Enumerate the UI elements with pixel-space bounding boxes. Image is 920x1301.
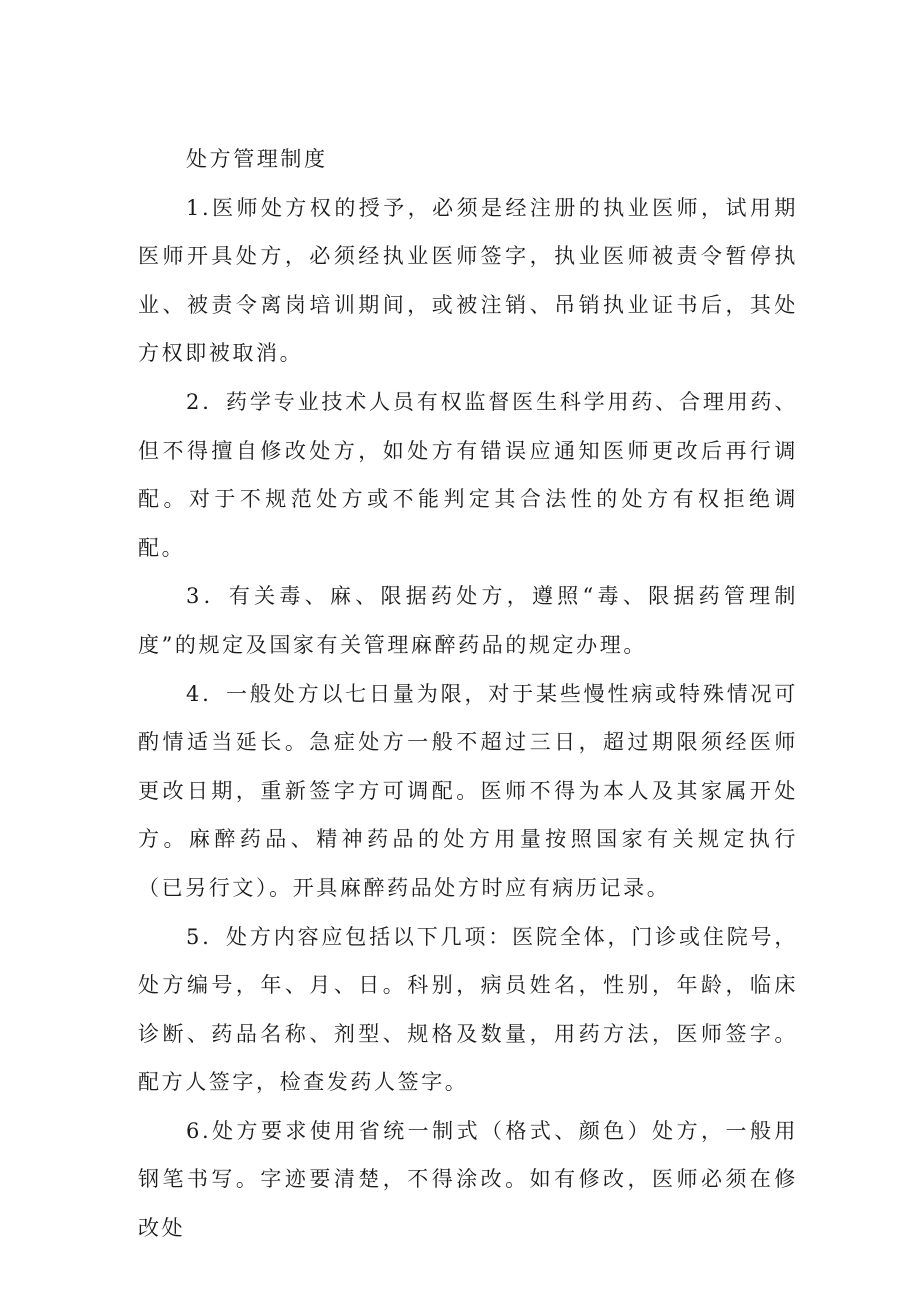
paragraph-5: 5．处方内容应包括以下几项：医院全体，门诊或住院号，处方编号，年、月、日。科别，病员姓名，性别，年龄，临床诊断、药品名称、剂型、规格及数量，用药方法，医师签字。配方人签字，检查发药人签字。 xyxy=(138,924,798,1095)
document-title: 处方管理制度 xyxy=(186,147,328,171)
paragraph-4: 4．一般处方以七日量为限，对于某些慢性病或特殊情况可酌情适当延长。急症处方一般不超过三日，超过期限须经医师更改日期，重新签字方可调配。医师不得为本人及其家属开处方。麻醉药品、精神药品的处方用量按照国家有关规定执行（已另行文）。开具麻醉药品处方时应有病历记录。 xyxy=(138,681,798,900)
paragraph-3: 3．有关毒、麻、限据药处方，遵照“毒、限据药管理制度”的规定及国家有关管理麻醉药品的规定办理。 xyxy=(138,584,798,657)
paragraph-2: 2．药学专业技术人员有权监督医生科学用药、合理用药、但不得擅自修改处方，如处方有错误应通知医师更改后再行调配。对于不规范处方或不能判定其合法性的处方有权拒绝调配。 xyxy=(138,389,798,560)
document-body xyxy=(138,135,798,1253)
paragraph-6: 6.处方要求使用省统一制式（格式、颜色）处方，一般用钢笔书写。字迹要清楚，不得涂改。如有修改，医师必须在修改处 xyxy=(138,1118,798,1241)
paragraph-1: 1.医师处方权的授予，必须是经注册的执业医师，试用期医师开具处方，必须经执业医师签字，执业医师被责令暂停执业、被责令离岗培训期间，或被注销、吊销执业证书后，其处方权即被取消。 xyxy=(138,195,798,366)
